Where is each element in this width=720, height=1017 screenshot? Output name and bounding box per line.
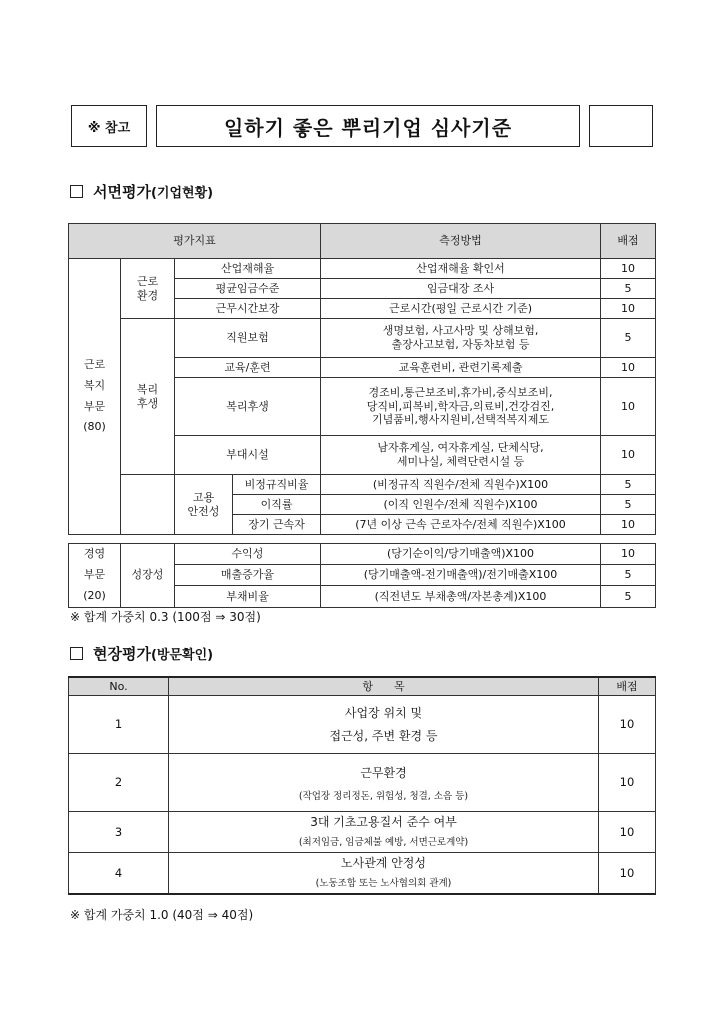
table-row: 1 사업장 위치 및 접근성, 주변 환경 등 10 <box>69 696 656 754</box>
reference-label: ※ 참고 <box>71 105 147 147</box>
table-row: 이직률 (이직 인원수/전체 직원수)X100 5 <box>69 495 656 515</box>
table-row: 매출증가율 (당기매출액-전기매출액)/전기매출X100 5 <box>69 565 656 586</box>
management-table <box>68 543 656 608</box>
table-row: 평균임금수준 임금대장 조사 5 <box>69 279 656 299</box>
page-title: 일하기 좋은 뿌리기업 심사기준 <box>156 105 580 147</box>
checkbox-square-icon <box>70 647 83 660</box>
table-row: 복리후생 경조비,통근보조비,휴가비,중식보조비, 당직비,피복비,학자금,의료비,건강검진, 기념품비,행사지원비,선택적복지제도 10 <box>69 378 656 436</box>
section2-heading <box>70 643 213 664</box>
subcategory-work-env: 근로 환경 <box>121 259 175 319</box>
table-row: 장기 근속자 (7년 이상 근속 근로자수/전체 직원수)X100 10 <box>69 515 656 535</box>
col-header-score: 배점 <box>601 224 656 259</box>
document-evaluation-table <box>68 223 656 535</box>
col-header-indicator: 평가지표 <box>69 224 321 259</box>
table-row: 복리 후생 직원보험 생명보험, 사고사망 및 상해보험, 출장사고보험, 자동차보험 등 5 <box>69 319 656 358</box>
table-header-row <box>69 677 656 696</box>
table-row: 3 3대 기초고용질서 준수 여부 (최저임금, 임금체불 예방, 서면근로계약) 10 <box>69 812 656 853</box>
table-row: 부채비율 (직전년도 부채총액/자본총계)X100 5 <box>69 586 656 607</box>
section1-title: 서면평가 <box>93 183 151 201</box>
category-labor-welfare: 근로 복지 부문 (80) <box>69 259 121 535</box>
subcategory-growth: 성장성 <box>121 544 175 608</box>
section1-heading <box>70 181 213 202</box>
col-header-method: 측정방법 <box>321 224 601 259</box>
section2-title: 현장평가 <box>93 645 151 663</box>
checkbox-square-icon <box>70 185 83 198</box>
table-row: 교육/훈련 교육훈련비, 관련기록제출 10 <box>69 358 656 378</box>
section2-subtitle: (방문확인) <box>150 648 214 663</box>
table-row: 근무시간보장 근로시간(평일 근로시간 기준) 10 <box>69 299 656 319</box>
site-evaluation-table <box>68 676 656 895</box>
section2-note: ※ 합계 가중치 1.0 (40점 ⇒ 40점) <box>70 908 254 922</box>
section1-note: ※ 합계 가중치 0.3 (100점 ⇒ 30점) <box>70 610 261 624</box>
table-header-row <box>69 224 656 259</box>
table-row: 경영 부문 (20) 성장성 수익성 (당기순이익/당기매출액)X100 10 <box>69 544 656 565</box>
subcategory-welfare: 복리 후생 <box>121 319 175 475</box>
table-row: 부대시설 남자휴게실, 여자휴게실, 단체식당, 세미나실, 체력단련시설 등 10 <box>69 436 656 475</box>
table-row: 2 근무환경 (작업장 정리정돈, 위험성, 청결, 소음 등) 10 <box>69 754 656 812</box>
col-header-score: 배점 <box>599 677 656 696</box>
col-header-item: 항 목 <box>169 677 599 696</box>
col-header-no: No. <box>69 677 169 696</box>
table-row: 4 노사관계 안정성 (노동조합 또는 노사협의회 관계) 10 <box>69 853 656 895</box>
category-management: 경영 부문 (20) <box>69 544 121 608</box>
subcategory-employment-stability: 고용 안전성 <box>175 475 233 535</box>
table-row: 근로 복지 부문 (80) 근로 환경 산업재해율 산업재해율 확인서 10 <box>69 259 656 279</box>
section1-subtitle: (기업현황) <box>150 186 214 201</box>
blank-box <box>589 105 653 147</box>
table-row: 고용 안전성 비정규직비율 (비정규직 직원수/전체 직원수)X100 5 <box>69 475 656 495</box>
